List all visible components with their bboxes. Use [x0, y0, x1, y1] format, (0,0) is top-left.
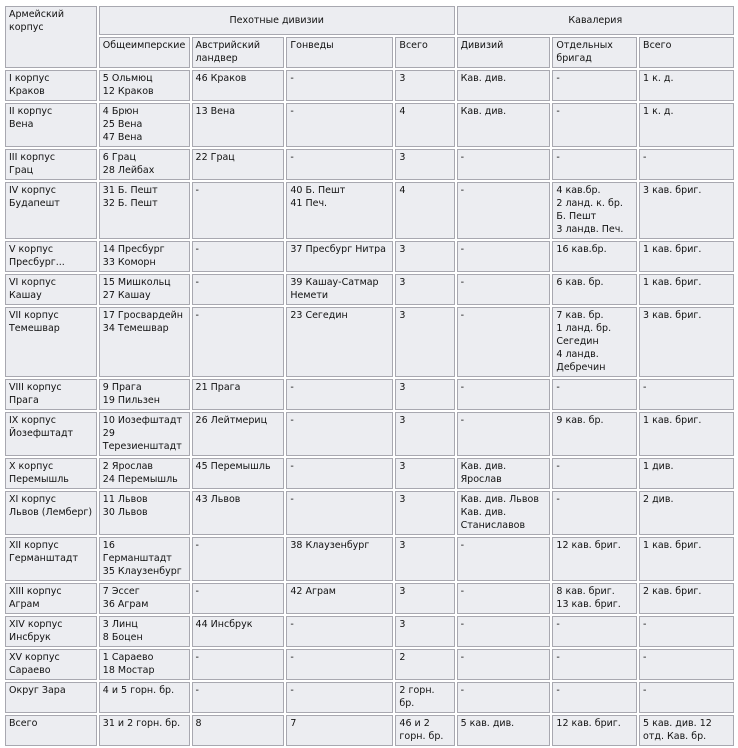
corps-cell: IX корпус Йозефштадт [5, 412, 97, 456]
infantry-total-cell: 3 [395, 241, 454, 272]
cavalry-division-cell: Кав. див. Ярослав [457, 458, 551, 489]
corps-cell: VI корпус Кашау [5, 274, 97, 305]
landwehr-division-cell: - [192, 583, 285, 614]
cavalry-brigade-cell: 8 кав. бриг. 13 кав. бриг. [552, 583, 637, 614]
corps-cell: XII корпус Германштадт [5, 537, 97, 581]
cavalry-division-cell: Кав. див. Львов Кав. див. Станиславов [457, 491, 551, 535]
corps-cell: XIII корпус Аграм [5, 583, 97, 614]
honved-division-cell: 7 [286, 715, 393, 746]
honved-division-cell: - [286, 649, 393, 680]
imperial-division-cell: 9 Прага 19 Пильзен [99, 379, 190, 410]
header-cavalry-brigades: Отдельных бригад [552, 37, 637, 68]
header-infantry-group: Пехотные дивизии [99, 6, 455, 35]
corps-cell: XI корпус Львов (Лемберг) [5, 491, 97, 535]
corps-cell: X корпус Перемышль [5, 458, 97, 489]
cavalry-division-cell: - [457, 307, 551, 377]
header-imperial: Общеимперские [99, 37, 190, 68]
table-row [5, 649, 734, 680]
corps-cell: VII корпус Темешвар [5, 307, 97, 377]
imperial-division-cell: 1 Сараево 18 Мостар [99, 649, 190, 680]
cavalry-brigade-cell: 9 кав. бр. [552, 412, 637, 456]
cavalry-division-cell: - [457, 412, 551, 456]
honved-division-cell: - [286, 103, 393, 147]
infantry-total-cell: 2 горн. бр. [395, 682, 454, 713]
infantry-total-cell: 3 [395, 583, 454, 614]
honved-division-cell: 23 Сегедин [286, 307, 393, 377]
honved-division-cell: - [286, 412, 393, 456]
cavalry-division-cell: Кав. див. [457, 103, 551, 147]
table-row [5, 70, 734, 101]
landwehr-division-cell: 22 Грац [192, 149, 285, 180]
corps-cell: VIII корпус Прага [5, 379, 97, 410]
header-row-columns [5, 37, 734, 68]
honved-division-cell: 39 Кашау-Сатмар Немети [286, 274, 393, 305]
cavalry-total-cell: 2 див. [639, 491, 734, 535]
cavalry-brigade-cell: - [552, 103, 637, 147]
imperial-division-cell: 5 Ольмюц 12 Краков [99, 70, 190, 101]
infantry-total-cell: 3 [395, 307, 454, 377]
cavalry-total-cell: 1 кав. бриг. [639, 412, 734, 456]
cavalry-brigade-cell: - [552, 682, 637, 713]
cavalry-total-cell: 1 див. [639, 458, 734, 489]
landwehr-division-cell: 44 Инсбрук [192, 616, 285, 647]
table-row [5, 491, 734, 535]
infantry-total-cell: 3 [395, 70, 454, 101]
cavalry-total-cell: - [639, 682, 734, 713]
cavalry-division-cell: - [457, 149, 551, 180]
cavalry-total-cell: - [639, 649, 734, 680]
imperial-division-cell: 7 Эссег 36 Аграм [99, 583, 190, 614]
table-row [5, 715, 734, 746]
honved-division-cell: 42 Аграм [286, 583, 393, 614]
imperial-division-cell: 31 Б. Пешт 32 Б. Пешт [99, 182, 190, 239]
infantry-total-cell: 3 [395, 491, 454, 535]
corps-cell: XIV корпус Инсбрук [5, 616, 97, 647]
header-cavalry-total: Всего [639, 37, 734, 68]
header-honved: Гонведы [286, 37, 393, 68]
table-row [5, 379, 734, 410]
table-row [5, 241, 734, 272]
cavalry-division-cell: - [457, 241, 551, 272]
cavalry-total-cell: 1 кав. бриг. [639, 241, 734, 272]
table-row [5, 103, 734, 147]
cavalry-brigade-cell: 12 кав. бриг. [552, 537, 637, 581]
imperial-division-cell: 4 Брюн 25 Вена 47 Вена [99, 103, 190, 147]
table-row [5, 149, 734, 180]
cavalry-division-cell: - [457, 616, 551, 647]
cavalry-total-cell: 1 к. д. [639, 70, 734, 101]
table-row [5, 616, 734, 647]
infantry-total-cell: 3 [395, 379, 454, 410]
cavalry-brigade-cell: - [552, 649, 637, 680]
honved-division-cell: - [286, 491, 393, 535]
corps-cell: V корпус Пресбург... [5, 241, 97, 272]
corps-cell: II корпус Вена [5, 103, 97, 147]
infantry-total-cell: 3 [395, 149, 454, 180]
imperial-division-cell: 31 и 2 горн. бр. [99, 715, 190, 746]
honved-division-cell: - [286, 616, 393, 647]
army-corps-table [3, 4, 736, 748]
cavalry-total-cell: 2 кав. бриг. [639, 583, 734, 614]
honved-division-cell: - [286, 682, 393, 713]
cavalry-brigade-cell: - [552, 616, 637, 647]
cavalry-division-cell: - [457, 274, 551, 305]
landwehr-division-cell: - [192, 682, 285, 713]
cavalry-division-cell: - [457, 379, 551, 410]
infantry-total-cell: 4 [395, 103, 454, 147]
landwehr-division-cell: 43 Львов [192, 491, 285, 535]
landwehr-division-cell: 8 [192, 715, 285, 746]
honved-division-cell: 40 Б. Пешт 41 Печ. [286, 182, 393, 239]
cavalry-brigade-cell: 12 кав. бриг. [552, 715, 637, 746]
cavalry-division-cell: Кав. див. [457, 70, 551, 101]
cavalry-division-cell: - [457, 682, 551, 713]
imperial-division-cell: 6 Грац 28 Лейбах [99, 149, 190, 180]
cavalry-brigade-cell: - [552, 379, 637, 410]
landwehr-division-cell: 13 Вена [192, 103, 285, 147]
cavalry-brigade-cell: 6 кав. бр. [552, 274, 637, 305]
infantry-total-cell: 3 [395, 274, 454, 305]
landwehr-division-cell: 45 Перемышль [192, 458, 285, 489]
landwehr-division-cell: 26 Лейтмериц [192, 412, 285, 456]
imperial-division-cell: 16 Германштадт 35 Клаузенбург [99, 537, 190, 581]
infantry-total-cell: 46 и 2 горн. бр. [395, 715, 454, 746]
cavalry-brigade-cell: 16 кав.бр. [552, 241, 637, 272]
table-row [5, 537, 734, 581]
cavalry-brigade-cell: - [552, 70, 637, 101]
landwehr-division-cell: 21 Прага [192, 379, 285, 410]
cavalry-brigade-cell: 4 кав.бр. 2 ланд. к. бр. Б. Пешт 3 ландв. Печ. [552, 182, 637, 239]
imperial-division-cell: 10 Иозефштадт 29 Терезиенштадт [99, 412, 190, 456]
imperial-division-cell: 15 Мишкольц 27 Кашау [99, 274, 190, 305]
cavalry-division-cell: - [457, 583, 551, 614]
infantry-total-cell: 3 [395, 616, 454, 647]
honved-division-cell: 38 Клаузенбург [286, 537, 393, 581]
header-cavalry-divisions: Дивизий [457, 37, 551, 68]
header-infantry-total: Всего [395, 37, 454, 68]
honved-division-cell: 37 Пресбург Нитра [286, 241, 393, 272]
landwehr-division-cell: 46 Краков [192, 70, 285, 101]
corps-cell: I корпус Краков [5, 70, 97, 101]
header-corps: Армейский корпус [5, 6, 97, 68]
table-row [5, 412, 734, 456]
corps-cell: Округ Зара [5, 682, 97, 713]
imperial-division-cell: 11 Львов 30 Львов [99, 491, 190, 535]
imperial-division-cell: 4 и 5 горн. бр. [99, 682, 190, 713]
corps-cell: XV корпус Сараево [5, 649, 97, 680]
corps-cell: IV корпус Будапешт [5, 182, 97, 239]
imperial-division-cell: 14 Пресбург 33 Коморн [99, 241, 190, 272]
cavalry-total-cell: 1 к. д. [639, 103, 734, 147]
infantry-total-cell: 3 [395, 458, 454, 489]
cavalry-total-cell: 5 кав. див. 12 отд. Кав. бр. [639, 715, 734, 746]
cavalry-division-cell: - [457, 537, 551, 581]
cavalry-brigade-cell: 7 кав. бр. 1 ланд. бр. Сегедин 4 ландв. Дебречин [552, 307, 637, 377]
table-body [5, 70, 734, 746]
infantry-total-cell: 3 [395, 412, 454, 456]
honved-division-cell: - [286, 379, 393, 410]
cavalry-brigade-cell: - [552, 458, 637, 489]
cavalry-total-cell: 3 кав. бриг. [639, 307, 734, 377]
cavalry-total-cell: 3 кав. бриг. [639, 182, 734, 239]
cavalry-brigade-cell: - [552, 491, 637, 535]
cavalry-division-cell: 5 кав. див. [457, 715, 551, 746]
honved-division-cell: - [286, 149, 393, 180]
landwehr-division-cell: - [192, 649, 285, 680]
infantry-total-cell: 2 [395, 649, 454, 680]
imperial-division-cell: 17 Гросвардейн 34 Темешвар [99, 307, 190, 377]
table-row [5, 307, 734, 377]
infantry-total-cell: 4 [395, 182, 454, 239]
infantry-total-cell: 3 [395, 537, 454, 581]
honved-division-cell: - [286, 70, 393, 101]
landwehr-division-cell: - [192, 537, 285, 581]
cavalry-total-cell: 1 кав. бриг. [639, 274, 734, 305]
landwehr-division-cell: - [192, 241, 285, 272]
corps-cell: Всего [5, 715, 97, 746]
cavalry-total-cell: - [639, 616, 734, 647]
cavalry-total-cell: - [639, 379, 734, 410]
header-cavalry-group: Кавалерия [457, 6, 734, 35]
cavalry-total-cell: 1 кав. бриг. [639, 537, 734, 581]
cavalry-division-cell: - [457, 649, 551, 680]
honved-division-cell: - [286, 458, 393, 489]
corps-cell: III корпус Грац [5, 149, 97, 180]
landwehr-division-cell: - [192, 274, 285, 305]
imperial-division-cell: 2 Ярослав 24 Перемышль [99, 458, 190, 489]
landwehr-division-cell: - [192, 182, 285, 239]
header-landwehr: Австрийский ландвер [192, 37, 285, 68]
landwehr-division-cell: - [192, 307, 285, 377]
table-row [5, 182, 734, 239]
cavalry-brigade-cell: - [552, 149, 637, 180]
table-row [5, 274, 734, 305]
imperial-division-cell: 3 Линц 8 Боцен [99, 616, 190, 647]
cavalry-total-cell: - [639, 149, 734, 180]
table-row [5, 458, 734, 489]
table-row [5, 583, 734, 614]
header-row-groups [5, 6, 734, 35]
cavalry-division-cell: - [457, 182, 551, 239]
table-row [5, 682, 734, 713]
